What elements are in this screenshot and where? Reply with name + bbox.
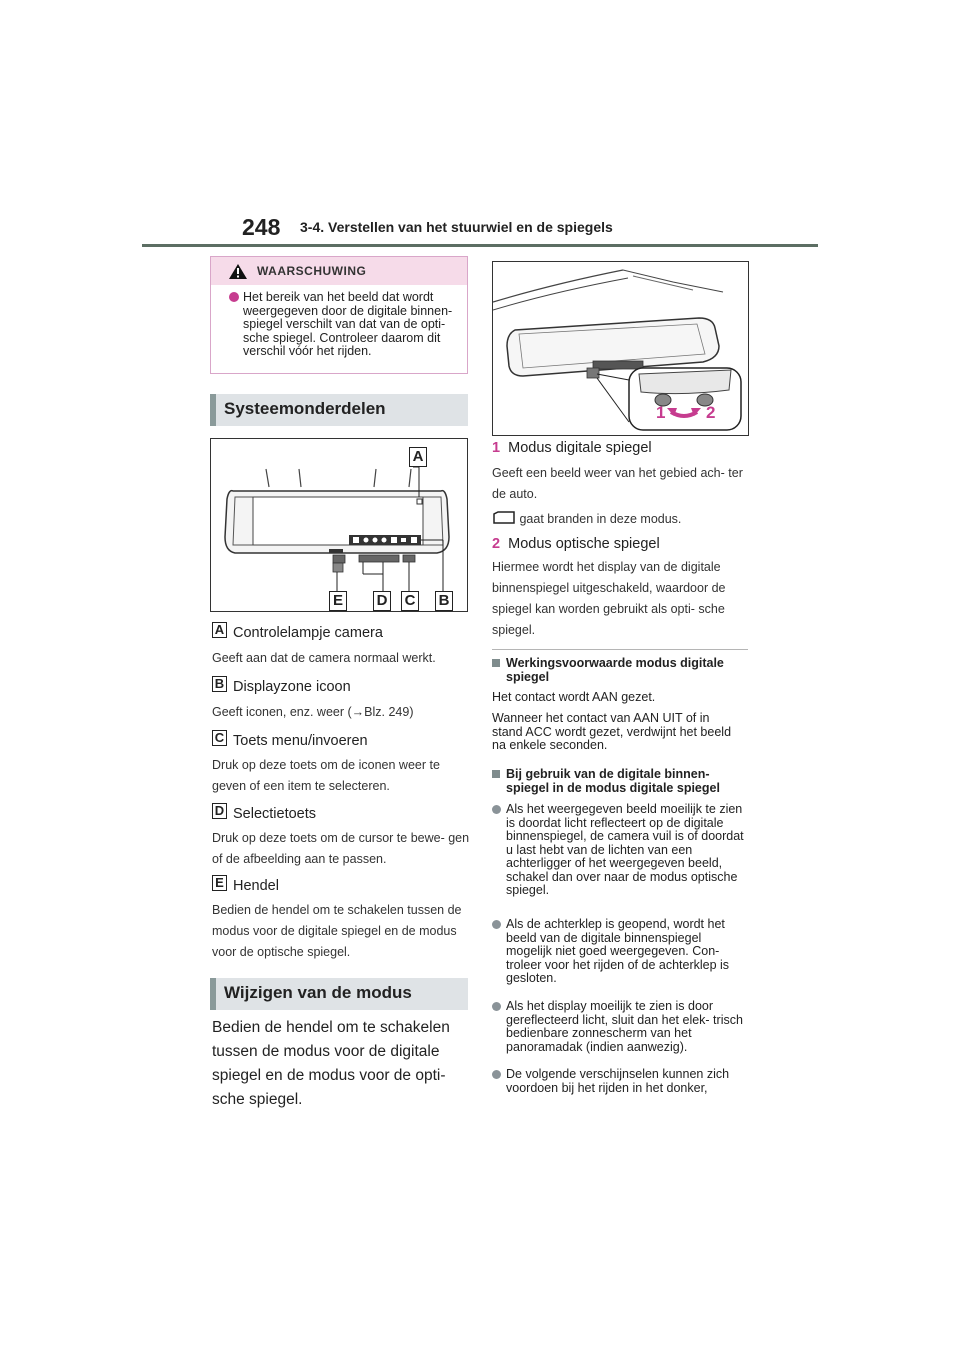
callout-a: A — [409, 447, 427, 467]
note-bullet-1-text: Als het weergegeven beeld moeilijk te zien is doordat licht reflecteert op de digitale binnenspiegel, de camera vuil is of doordat u last hebt van de lichten van een achterligger of het weergegeven beeld, schakel dan over naar de modus optische spiegel. — [506, 802, 744, 897]
item-title-camera: Controlelampje camera — [233, 625, 383, 641]
note-condition-text-2: Wanneer het contact van AAN UIT of in stand ACC wordt gezet, verdwijnt het beeld na enkele seconden. — [492, 711, 732, 752]
mirror-illustration — [211, 439, 467, 611]
mode-2-desc: Hiermee wordt het display van de digitale binnenspiegel uitgeschakeld, waardoor de spiegel kan worden gebruikt als opti- sche spiegel. — [492, 560, 726, 637]
heading-text: Wijzigen van de modus — [224, 983, 412, 1002]
warning-title: WAARSCHUWING — [257, 264, 367, 278]
mode-1-title: Modus digitale spiegel — [508, 440, 652, 456]
mode-1-number: 1 — [492, 440, 501, 456]
mode-1-desc: Geeft een beeld weer van het gebied ach- ter de auto. — [492, 466, 743, 501]
heading-systeemonderdelen — [210, 394, 468, 426]
mode-2-title-row — [492, 536, 660, 552]
note-bullet-4 — [492, 1068, 750, 1095]
bullet-icon — [492, 920, 501, 929]
item-letter-a: A — [212, 622, 227, 638]
item-title-menu: Toets menu/invoeren — [233, 733, 368, 749]
item-desc-select: Druk op deze toets om de cursor te bewe- gen of de afbeelding aan te passen. — [212, 831, 470, 866]
note-condition-title: Werkingsvoorwaarde modus digitale spiegel — [506, 656, 724, 684]
header-rule — [142, 244, 818, 247]
bullet-icon — [492, 1002, 501, 1011]
callout-d: D — [373, 591, 391, 611]
warning-text: Het bereik van het beeld dat wordt weergegeven door de digitale binnen- spiegel verschilt van dat van de opti- sche spiegel. Controleer daarom dit verschil vóór het rijden. — [243, 290, 453, 358]
item-title-lever: Hendel — [233, 878, 279, 894]
bullet-icon — [492, 1070, 501, 1079]
item-title-select: Selectietoets — [233, 806, 317, 822]
warning-box — [210, 256, 468, 374]
bullet-icon — [492, 805, 501, 814]
note-condition-heading — [492, 657, 748, 684]
lever-label-1: 1 — [656, 403, 666, 422]
heading-accent — [210, 978, 216, 1010]
item-letter-b: B — [212, 676, 227, 692]
item-desc-camera: Geeft aan dat de camera normaal werkt. — [212, 651, 436, 665]
bullet-icon — [229, 292, 239, 302]
note-bullet-2 — [492, 918, 750, 986]
mode-1-extra: gaat branden in deze modus. — [519, 512, 682, 526]
item-letter-e: E — [212, 875, 227, 891]
square-bullet-icon — [492, 770, 500, 778]
note-bullet-4-text: De volgende verschijnselen kunnen zich voordoen bij het rijden in het donker, — [506, 1067, 730, 1095]
heading-wijzigen — [210, 978, 468, 1010]
note-bullet-2-text: Als de achterklep is geopend, wordt het beeld van de digitale binnenspiegel mogelijk niet goed weergegeven. Con- troleer voor het rijden of de achterklep is gesloten. — [506, 917, 730, 985]
item-desc-lever: Bedien de hendel om te schakelen tussen de modus voor de digitale spiegel en de modus voor de optische spiegel. — [212, 903, 462, 959]
note-bullet-3-text: Als het display moeilijk te zien is door gereflecteerd licht, sluit dan het elek- trisch bedienbare zonnescherm van het panoramadak (indien aanwezig). — [506, 999, 743, 1054]
item-title-display: Displayzone icoon — [233, 679, 351, 695]
square-bullet-icon — [492, 659, 500, 667]
camera-indicator-icon — [492, 510, 516, 525]
section-title: 3-4. Verstellen van het stuurwiel en de spiegels — [300, 219, 613, 235]
note-usage-title: Bij gebruik van de digitale binnen- spiegel in de modus digitale spiegel — [506, 767, 720, 795]
page-number: 248 — [242, 214, 281, 240]
warning-triangle-icon — [228, 263, 248, 280]
divider — [492, 649, 748, 650]
item-desc-menu: Druk op deze toets om de iconen weer te geven of een item te selecteren. — [212, 758, 440, 793]
wijzigen-text: Bedien de hendel om te schakelen tussen de modus voor de digitale spiegel en de modus voor de opti- sche spiegel. — [212, 1019, 450, 1108]
item-letter-d: D — [212, 803, 227, 819]
note-bullet-3 — [492, 1000, 750, 1054]
callout-e: E — [329, 591, 347, 611]
note-usage-heading — [492, 768, 748, 795]
mode-1-extra-row — [492, 509, 750, 530]
note-bullet-1 — [492, 803, 750, 898]
callout-c: C — [401, 591, 419, 611]
item-letter-c: C — [212, 730, 227, 746]
item-desc-display: Geeft iconen, enz. weer (→Blz. 249) — [212, 705, 414, 719]
mirror-figure — [210, 438, 468, 612]
lever-figure — [492, 261, 749, 436]
warning-header — [211, 257, 467, 285]
mode-2-number: 2 — [492, 536, 501, 552]
warning-text-block — [229, 291, 461, 359]
callout-b: B — [435, 591, 453, 611]
mode-2-title: Modus optische spiegel — [508, 536, 660, 552]
note-condition-text-1: Het contact wordt AAN gezet. — [492, 690, 656, 704]
heading-accent — [210, 394, 216, 426]
lever-label-2: 2 — [706, 403, 716, 422]
mode-1-title-row — [492, 440, 652, 456]
heading-text: Systeemonderdelen — [224, 399, 386, 418]
